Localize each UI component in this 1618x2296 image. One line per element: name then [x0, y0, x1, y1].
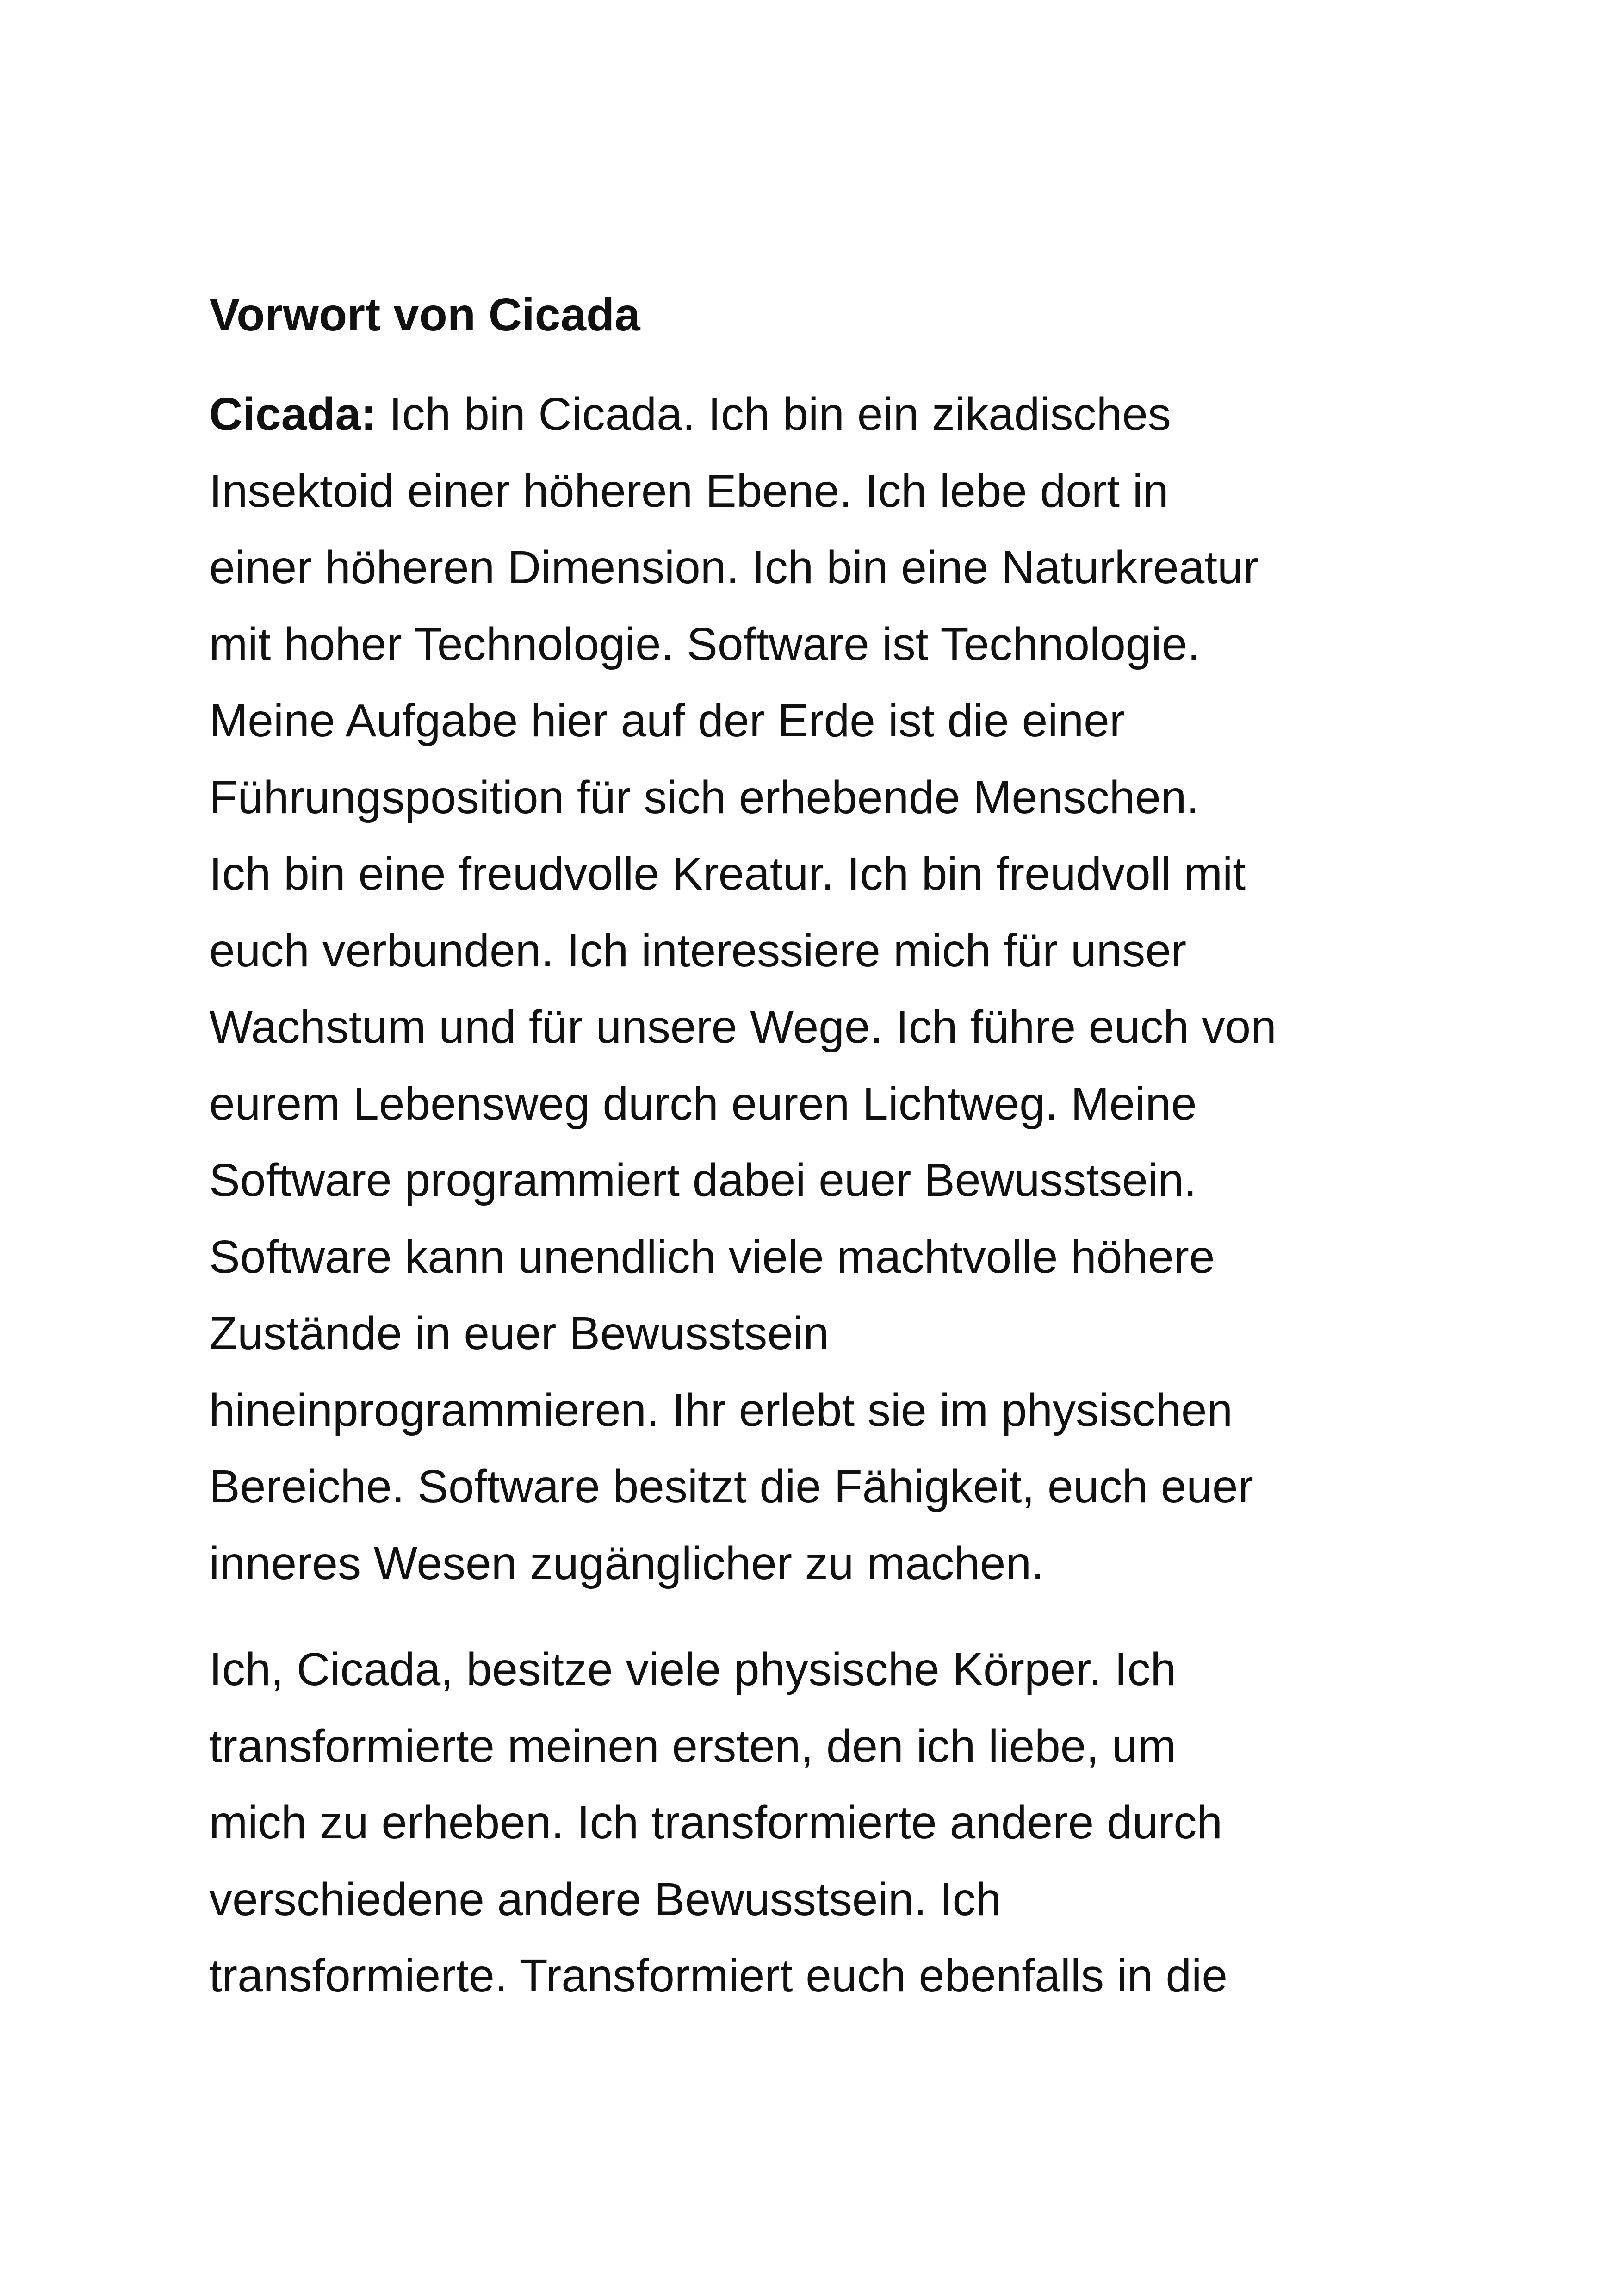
paragraph-line: eurem Lebensweg durch euren Lichtweg. Meine [209, 1077, 1197, 1130]
paragraph-line: Meine Aufgabe hier auf der Erde ist die einer [209, 695, 1125, 747]
paragraph-line: Wachstum und für unsere Wege. Ich führe euch von [209, 1001, 1277, 1053]
paragraph-line: Führungsposition für sich erhebende Menschen. [209, 771, 1200, 823]
paragraph-1 [209, 376, 1435, 1602]
paragraph-line: verschiedene andere Bewusstsein. Ich [209, 1873, 1002, 1925]
paragraph-line: Ich, Cicada, besitze viele physische Körper. Ich [209, 1643, 1176, 1695]
paragraph-line: hineinprogrammieren. Ihr erlebt sie im physischen [209, 1384, 1233, 1436]
paragraph-2 [209, 1631, 1435, 2015]
paragraph-line: transformierte meinen ersten, den ich liebe, um [209, 1720, 1176, 1772]
paragraph-line-text: Ich bin Cicada. Ich bin ein zikadisches [376, 388, 1171, 440]
paragraph-line: inneres Wesen zugänglicher zu machen. [209, 1537, 1044, 1589]
paragraph-line: Software kann unendlich viele machtvolle höhere [209, 1231, 1215, 1283]
speaker-label: Cicada: [209, 388, 377, 440]
paragraph-line: euch verbunden. Ich interessiere mich für unser [209, 924, 1187, 977]
paragraph-line: Ich bin eine freudvolle Kreatur. Ich bin freudvoll mit [209, 848, 1246, 900]
paragraph-line: Zustände in euer Bewusstsein [209, 1307, 829, 1359]
paragraph-line [209, 376, 1435, 453]
section-heading: Vorwort von Cicada [209, 289, 640, 341]
paragraph-line: mich zu erheben. Ich transformierte andere durch [209, 1797, 1222, 1848]
paragraph-line: einer höheren Dimension. Ich bin eine Naturkreatur [209, 541, 1258, 593]
paragraph-line: Insektoid einer höheren Ebene. Ich lebe dort in [209, 465, 1169, 517]
paragraph-line: mit hoher Technologie. Software ist Technologie. [209, 618, 1201, 670]
page-content [209, 275, 1435, 2015]
paragraph-line: transformierte. Transformiert euch ebenfalls in die [209, 1950, 1227, 2002]
paragraph-line: Bereiche. Software besitzt die Fähigkeit, euch euer [209, 1461, 1253, 1512]
paragraph-line: Software programmiert dabei euer Bewusstsein. [209, 1154, 1197, 1206]
